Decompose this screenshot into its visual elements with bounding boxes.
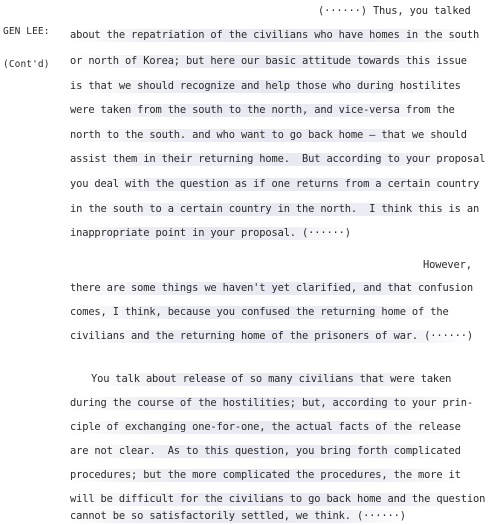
speaker-label — [3, 4, 50, 92]
paragraph-line: assist them in their returning home. But according to your proposal — [70, 153, 486, 165]
paragraph-line: north to the south. and who want to go back home — that we should — [70, 129, 467, 141]
speaker-continued: (Cont'd) — [3, 59, 50, 70]
paragraph-line: there are some things we haven't yet clarified, and that confusion — [70, 282, 473, 294]
paragraph-line: in the south to a certain country in the north. I think this is an — [70, 203, 480, 215]
paragraph-line: were taken from the south to the north, and vice-versa from the — [70, 104, 455, 116]
paragraph-line: about the repatriation of the civilians who have homes in the south — [70, 29, 480, 41]
speaker-name: GEN LEE: — [3, 26, 50, 37]
paragraph-line: will be difficult for the civilians to go back home and the question — [70, 493, 486, 505]
paragraph-line: However, — [423, 259, 472, 271]
paragraph-line: cannot be so satisfactorily settled, we think. (······) — [70, 510, 406, 522]
paragraph-line: is that we should recognize and help those who during hostilites — [70, 80, 461, 92]
paragraph-line: during the course of the hostilities; but, according to your prin- — [70, 397, 473, 409]
paragraph-line: or north of Korea; but here our basic attitude towards this issue — [70, 55, 467, 67]
paragraph-line: inappropriate point in your proposal. (······) — [70, 227, 351, 239]
paragraph-line: procedures; but the more complicated the procedures, the more it — [70, 469, 461, 481]
paragraph-line: are not clear. As to this question, you bring forth complicated — [70, 445, 461, 457]
paragraph-line: civilians and the returning home of the prisoners of war. (······) — [70, 330, 473, 342]
paragraph-line: ciple of exchanging one-for-one, the actual facts of the release — [70, 421, 461, 433]
paragraph-line: you deal with the question as if one returns from a certain country — [70, 178, 480, 190]
paragraph-line: You talk about release of so many civilians that were taken — [91, 373, 452, 385]
paragraph-line: comes, I think, because you confused the returning home of the — [70, 306, 449, 318]
paragraph-line: (······) Thus, you talked — [318, 5, 471, 17]
